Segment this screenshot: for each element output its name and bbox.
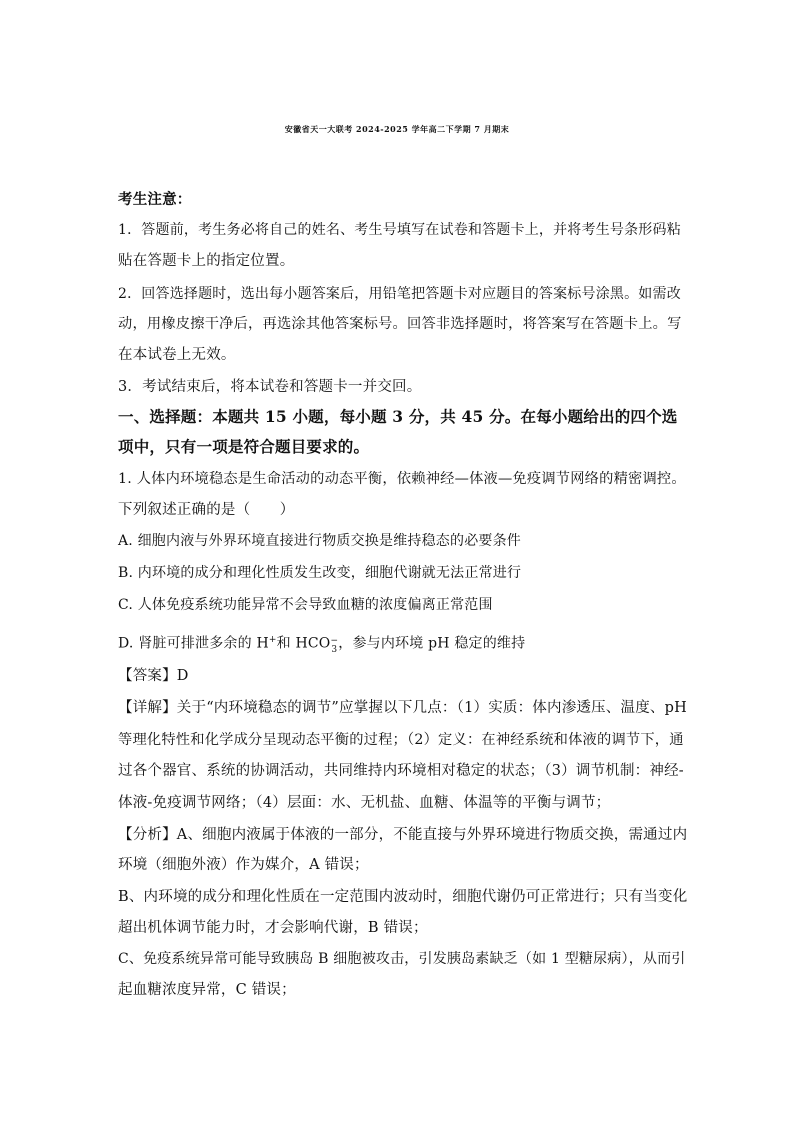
notice-line-2b: 动，用橡皮擦干净后，再选涂其他答案标号。回答非选择题时，将答案写在答题卡上。写 (118, 316, 682, 332)
detail-line-1: 【详解】关于“内环境稳态的调节”应掌握以下几点：（1）实质：体内渗透压、温度、pH (118, 700, 687, 716)
option-d-text-end: ，参与内环境 pH 稳定的维持 (338, 635, 526, 652)
option-d (118, 630, 688, 655)
notice-heading: 考生注意： (118, 191, 192, 208)
detail-line-4: 体液-免疫调节网络；（4）层面：水、无机盐、血糖、体温等的平衡与调节； (118, 795, 611, 811)
option-a: A. 细胞内液与外界环境直接进行物质交换是维持稳态的必要条件 (118, 533, 522, 549)
analysis-line-3: B、内环境的成分和理化性质在一定范围内波动时，细胞代谢仍可正常进行；只有当变化 (118, 889, 688, 905)
option-b: B. 内环境的成分和理化性质发生改变，细胞代谢就无法正常进行 (118, 565, 522, 581)
notice-line-3: 3．考试结束后，将本试卷和答题卡一并交回。 (118, 379, 422, 395)
bicarbonate-charge: − (330, 635, 339, 646)
option-c: C. 人体免疫系统功能异常不会导致血糖的浓度偏离正常范围 (118, 597, 493, 613)
analysis-line-5: C、免疫系统异常可能导致胰岛 B 细胞被攻击，引发胰岛素缺乏（如 1 型糖尿病），从而引 (118, 951, 686, 967)
section-heading-b: 项中，只有一项是符合题目要求的。 (118, 437, 370, 456)
analysis-line-4: 超出机体调节能力时，才会影响代谢，B 错误； (118, 920, 428, 936)
analysis-line-6: 起血糖浓度异常，C 错误； (118, 982, 296, 998)
hydrogen-charge: + (268, 635, 277, 645)
notice-line-2a: 2．回答选择题时，选出每小题答案后，用铅笔把答题卡对应题目的答案标号涂黑。如需改 (118, 286, 681, 302)
detail-line-3: 过各个器官、系统的协调活动，共同维持内环境相对稳定的状态；（3）调节机制：神经- (118, 763, 684, 779)
option-d-text-start: D. 肾脏可排泄多余的 H (118, 635, 269, 652)
bicarbonate-subscript: 3 (331, 644, 338, 655)
question-stem-a: 1. 人体内环境稳态是生命活动的动态平衡，依赖神经—体液—免疫调节网络的精密调控。 (118, 471, 686, 487)
analysis-line-2: 环境（细胞外液）作为媒介，A 错误； (118, 857, 369, 873)
question-stem-b: 下列叙述正确的是（ ） (118, 502, 295, 518)
analysis-line-1: 【分析】A、细胞内液属于体液的一部分，不能直接与外界环境进行物质交换，需通过内 (118, 827, 688, 843)
section-heading-a: 一、选择题：本题共 15 小题，每小题 3 分，共 45 分。在每小题给出的四个选 (118, 407, 678, 426)
detail-line-2: 等理化特性和化学成分呈现动态平衡的过程；（2）定义：在神经系统和体液的调节下，通 (118, 732, 684, 748)
notice-line-2c: 在本试卷上无效。 (118, 347, 236, 363)
notice-line-1a: 1．答题前，考生务必将自己的姓名、考生号填写在试卷和答题卡上，并将考生号条形码粘 (118, 222, 681, 238)
notice-line-1b: 贴在答题卡上的指定位置。 (118, 253, 295, 269)
option-d-text-middle: 和 HCO (276, 635, 331, 652)
exam-title: 安徽省天一大联考 2024-2025 学年高二下学期 7 月期末 (284, 124, 510, 134)
answer-line: 【答案】D (118, 668, 189, 684)
